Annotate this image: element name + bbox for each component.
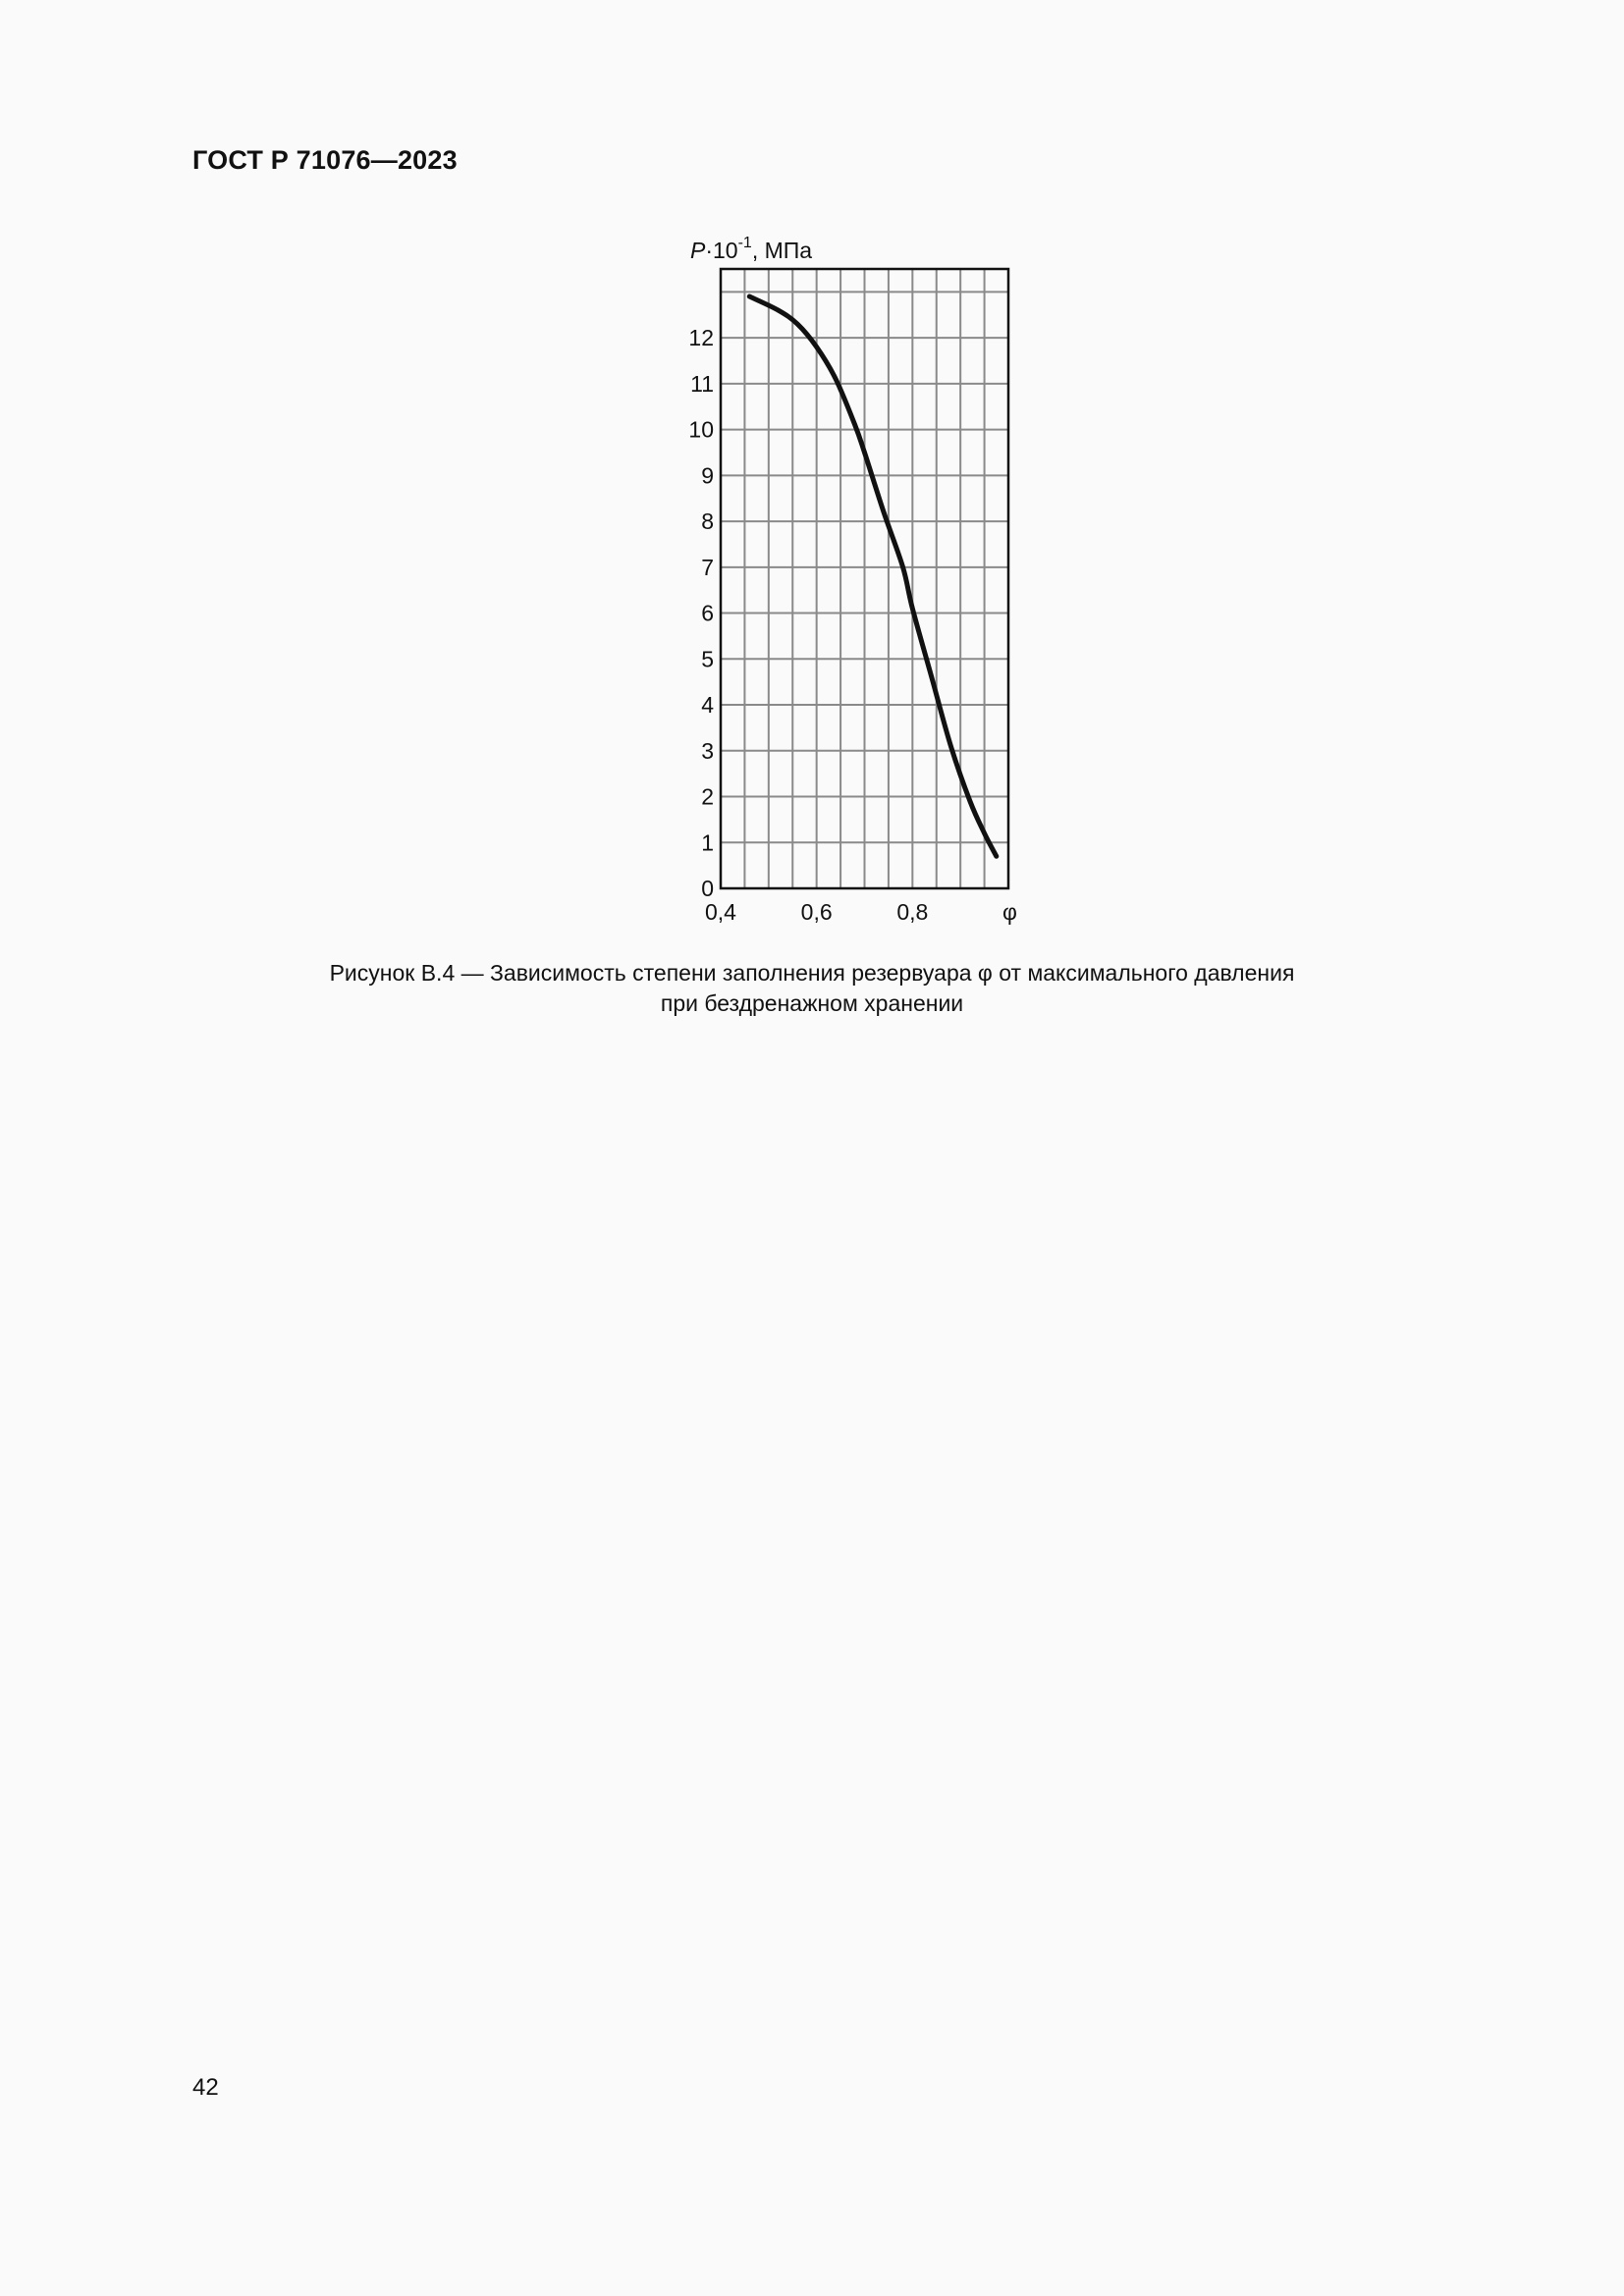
x-tick-label: 0,4 (705, 899, 736, 925)
caption-line-2: при бездренажном хранении (660, 990, 964, 1016)
series-line (749, 296, 996, 856)
y-tick-label: 9 (701, 462, 714, 489)
y-tick-label: 0 (701, 876, 714, 901)
document-header: ГОСТ Р 71076—2023 (192, 145, 458, 175)
caption-line-1: Рисунок В.4 — Зависимость степени заполнения резервуара φ от максимального давления (329, 960, 1295, 986)
y-tick-label: 11 (690, 370, 714, 397)
y-tick-label: 7 (701, 554, 714, 580)
x-tick-label: 0,6 (800, 899, 833, 925)
y-tick-label: 3 (701, 737, 714, 764)
y-tick-labels (688, 325, 714, 901)
y-tick-label: 10 (688, 416, 714, 443)
figure-caption (0, 958, 1624, 1019)
x-tick-labels (705, 899, 928, 925)
y-tick-label: 2 (701, 783, 714, 810)
y-axis-label: $P\cdot 10^{-1}$, МПа (690, 235, 813, 263)
y-tick-label: 6 (701, 600, 714, 626)
x-axis-label: φ (1002, 899, 1017, 925)
page-number: 42 (192, 2074, 219, 2101)
y-tick-label: 8 (701, 508, 714, 535)
pressure-chart (0, 0, 1624, 982)
chart-series (749, 296, 996, 856)
y-tick-label: 12 (688, 325, 714, 351)
y-tick-label: 4 (701, 692, 714, 719)
x-tick-label: 0,8 (896, 899, 929, 925)
y-tick-label: 1 (701, 829, 714, 856)
y-tick-label: 5 (701, 646, 714, 672)
